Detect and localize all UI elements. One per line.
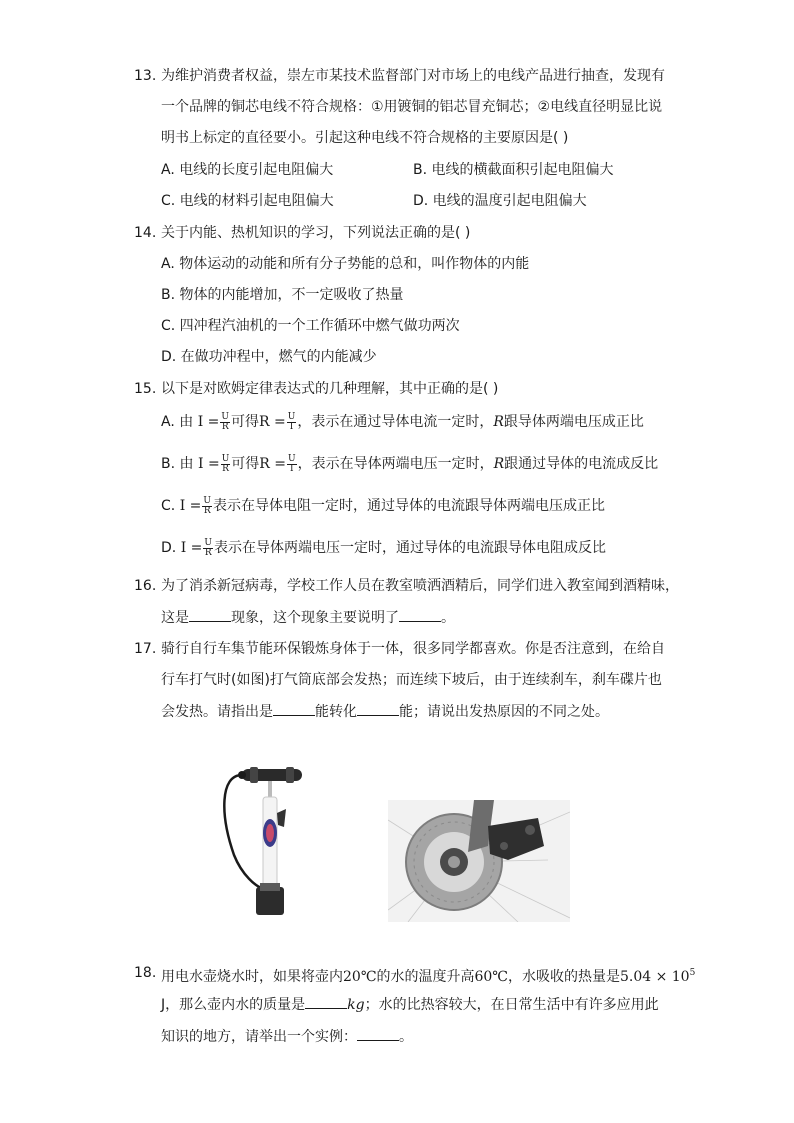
answer-blank[interactable] [399, 607, 441, 622]
question-stem-line [161, 607, 455, 628]
pump-handle-grip [286, 767, 294, 783]
answer-blank[interactable] [305, 994, 347, 1009]
question-stem-line: 一个品牌的铜芯电线不符合规格：①用镀铜的铝芯冒充铜芯；②电线直径明显比说 [161, 99, 663, 115]
pump-base-collar [260, 883, 280, 891]
option-d: D. 电线的温度引起电阻偏大 [413, 193, 587, 209]
hub-axle [448, 856, 460, 868]
formula-lhs: I = [179, 498, 202, 514]
pump-clip [277, 809, 286, 827]
option-c: C. 四冲程汽油机的一个工作循环中燃气做功两次 [161, 318, 460, 334]
fraction [202, 497, 212, 516]
pump-hose [224, 775, 264, 889]
stem-text: ，水吸收的热量是 [507, 969, 620, 985]
stem-text: 。 [441, 610, 455, 626]
denominator: R [204, 547, 212, 558]
denominator: R [221, 421, 229, 432]
bicycle-pump-image [212, 755, 322, 920]
question-stem: 以下是对欧姆定律表达式的几种理解，其中正确的是( ) [161, 381, 499, 397]
question-number: 14. [134, 225, 157, 241]
stem-text: 现象，这个现象主要说明了 [231, 610, 399, 626]
stem-text: 用电水壶烧水时，如果将壶内 [161, 969, 343, 985]
pump-handle-grip [250, 767, 258, 783]
option-b [161, 454, 658, 474]
option-b: B. 物体的内能增加，不一定吸收了热量 [161, 287, 404, 303]
option-d [161, 538, 606, 558]
option-b: B. 电线的横截面积引起电阻偏大 [413, 162, 614, 178]
denominator: R [203, 505, 211, 516]
stem-text: 知识的地方，请举出一个实例： [161, 1029, 357, 1045]
numerator: U [288, 453, 296, 464]
fraction [221, 455, 231, 474]
option-a [161, 412, 644, 432]
pump-base [256, 887, 284, 915]
denominator: R [222, 463, 229, 474]
option-text: 跟通过导体的电流成反比 [504, 456, 659, 472]
option-label: D. [161, 540, 177, 556]
option-text: 表示在导体电阻一定时，通过导体的电流跟导体两端电压成正比 [213, 498, 605, 514]
question-number: 13. [134, 68, 157, 84]
answer-blank[interactable] [357, 1026, 399, 1041]
question-number: 16. [134, 578, 157, 594]
question-stem-line: 为了消杀新冠病毒，学校工作人员在教室喷洒酒精后，同学们进入教室闻到酒精味， [161, 578, 679, 594]
question-stem: 关于内能、热机知识的学习，下列说法正确的是( ) [161, 225, 471, 241]
question-stem-line: 行车打气时(如图)打气筒底部会发热；而连续下坡后，由于连续刹车，刹车碟片也 [161, 672, 662, 688]
pump-rod [268, 781, 272, 799]
numerator: U [221, 411, 229, 422]
heat-exponent: 5 [689, 968, 696, 978]
stem-text: 能转化 [315, 704, 357, 720]
option-text: 可得 [231, 414, 259, 430]
stem-text: 这是 [161, 610, 189, 626]
numerator: U [204, 537, 212, 548]
question-stem-line: 明书上标定的直径要小。引起这种电线不符合规格的主要原因是( ) [161, 130, 569, 146]
option-a: A. 电线的长度引起电阻偏大 [161, 162, 334, 178]
answer-blank[interactable] [273, 701, 315, 716]
fraction [220, 413, 230, 432]
question-stem-line [161, 963, 695, 987]
formula-lhs: R = [259, 414, 286, 430]
caliper-bolt [525, 825, 535, 835]
stem-text: 能；请说出发热原因的不同之处。 [399, 704, 609, 720]
temperature-value: 20℃ [343, 969, 377, 985]
stem-text: 会发热。请指出是 [161, 704, 273, 720]
temperature-value: 60℃ [474, 969, 508, 985]
option-text: ，表示在导体两端电压一定时， [297, 456, 494, 472]
pump-gauge-face [266, 824, 274, 842]
option-text: 跟导体两端电压成正比 [503, 414, 644, 430]
option-text: ，表示在通过导体电流一定时， [297, 414, 494, 430]
question-number: 17. [134, 641, 157, 657]
option-a: A. 物体运动的动能和所有分子势能的总和，叫作物体的内能 [161, 256, 530, 272]
denominator: I [290, 463, 294, 474]
stem-text: 的水的温度升高 [376, 969, 475, 985]
question-stem-line: 为维护消费者权益，崇左市某技术监督部门对市场上的电线产品进行抽查，发现有 [161, 68, 665, 84]
question-stem-line: 骑行自行车集节能环保锻炼身体于一体，很多同学都喜欢。你是否注意到，在给自 [161, 641, 665, 657]
question-number: 15. [134, 381, 157, 397]
question-stem-line [161, 994, 659, 1015]
fraction [287, 413, 297, 432]
stem-text: J，那么壶内水的质量是 [161, 997, 306, 1013]
numerator: U [203, 495, 211, 506]
mass-unit: kg [347, 997, 365, 1013]
formula-lhs: I = [197, 414, 220, 430]
question-stem-line [161, 701, 609, 722]
caliper-bolt [500, 842, 508, 850]
heat-value: 5.04 × 10 [619, 969, 690, 985]
fraction [203, 539, 213, 558]
option-label: B. 由 [161, 456, 194, 472]
question-stem-line [161, 1026, 413, 1047]
variable: R [493, 414, 504, 430]
formula-lhs: R = [259, 456, 287, 472]
numerator: U [287, 411, 296, 422]
question-number: 18. [134, 965, 157, 981]
variable: R [493, 456, 505, 472]
numerator: U [221, 453, 230, 464]
option-d: D. 在做功冲程中，燃气的内能减少 [161, 349, 377, 365]
pump-nozzle [238, 771, 246, 779]
answer-blank[interactable] [189, 607, 231, 622]
formula-lhs: I = [197, 456, 220, 472]
stem-text: 。 [399, 1029, 413, 1045]
disc-brake-image [388, 800, 570, 922]
stem-text: ；水的比热容较大，在日常生活中有许多应用此 [364, 997, 659, 1013]
option-c [161, 496, 605, 516]
fraction [287, 455, 297, 474]
option-label: A. 由 [161, 414, 194, 430]
option-c: C. 电线的材料引起电阻偏大 [161, 193, 334, 209]
answer-blank[interactable] [357, 701, 399, 716]
denominator: I [289, 421, 294, 432]
option-text: 表示在导体两端电压一定时，通过导体的电流跟导体电阻成反比 [214, 540, 606, 556]
option-label: C. [161, 498, 176, 514]
formula-lhs: I = [180, 540, 203, 556]
option-text: 可得 [231, 456, 260, 472]
